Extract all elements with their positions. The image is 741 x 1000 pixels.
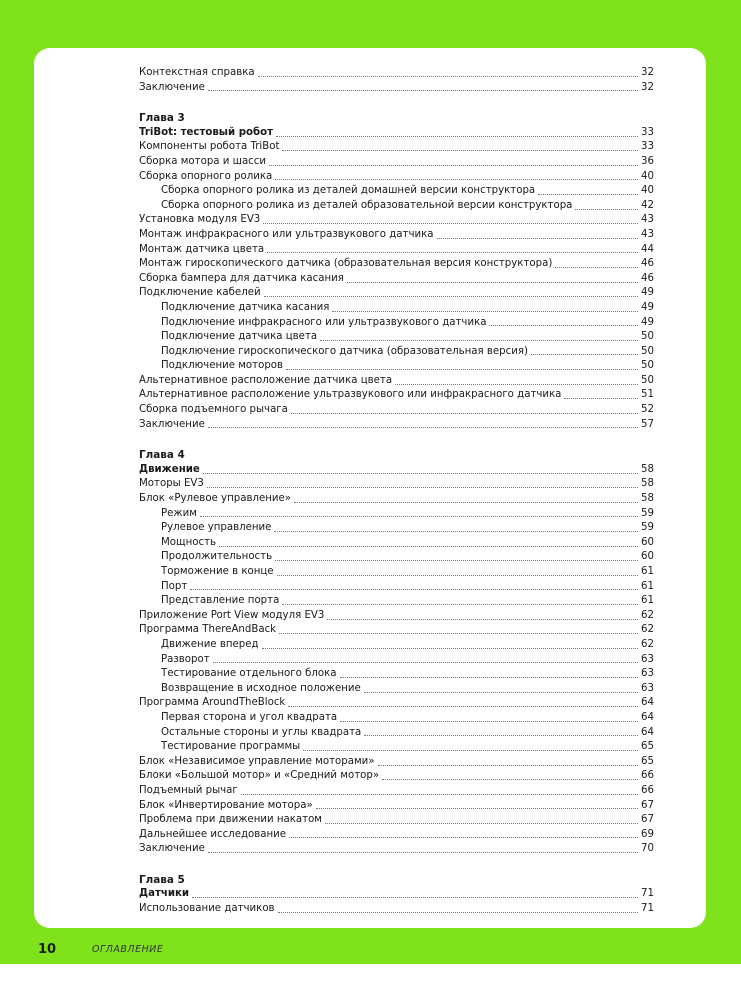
dot-leader	[263, 223, 638, 224]
toc-subentry[interactable]	[139, 580, 654, 595]
toc-page-number: 49	[641, 316, 654, 328]
toc-entry[interactable]	[139, 623, 654, 638]
toc-entry-title: Сборка бампера для датчика касания	[139, 272, 344, 284]
toc-entry[interactable]	[139, 799, 654, 814]
toc-entry-title: Сборка опорного ролика из деталей образовательной версии конструктора	[161, 199, 573, 211]
dot-leader	[208, 427, 638, 428]
toc-subentry[interactable]	[139, 330, 654, 345]
toc-subentry[interactable]	[139, 638, 654, 653]
toc-page-number: 65	[641, 741, 654, 753]
toc-page-number: 50	[641, 345, 654, 357]
toc-entry[interactable]	[139, 140, 654, 155]
dot-leader	[269, 165, 638, 166]
toc-entry-title: Блок «Инвертирование мотора»	[139, 799, 313, 811]
toc-entry-title: Возвращение в исходное положение	[161, 682, 361, 694]
toc-page-number: 44	[641, 243, 654, 255]
dot-leader	[264, 296, 638, 297]
toc-entry-title: Рулевое управление	[161, 522, 272, 534]
toc-page-number: 61	[641, 595, 654, 607]
toc-entry-title: Проблема при движении накатом	[139, 814, 322, 826]
toc-entry[interactable]	[139, 418, 654, 433]
toc-entry[interactable]	[139, 609, 654, 624]
toc-page-number: 46	[641, 258, 654, 270]
dot-leader	[395, 384, 638, 385]
dot-leader	[277, 575, 638, 576]
toc-entry[interactable]	[139, 842, 654, 857]
toc-entry-title: Альтернативное расположение датчика цвета	[139, 374, 393, 386]
toc-entry-title: Разворот	[161, 653, 210, 665]
chapter-title-entry[interactable]	[139, 463, 654, 478]
toc-entry-title: Подключение инфракрасного или ультразвукового датчика	[161, 316, 487, 328]
toc-entry-title: Первая сторона и угол квадрата	[161, 711, 338, 723]
toc-subentry[interactable]	[139, 550, 654, 565]
toc-entry-title: Движение вперед	[161, 638, 259, 650]
toc-entry-title: Блок «Рулевое управление»	[139, 493, 292, 505]
toc-entry-title: Представление порта	[161, 595, 280, 607]
toc-page-number: 59	[641, 507, 654, 519]
dot-leader	[340, 721, 638, 722]
dot-leader	[219, 546, 638, 547]
dot-leader	[200, 516, 638, 517]
toc-page-number: 66	[641, 770, 654, 782]
toc-page-number: 52	[641, 404, 654, 416]
dot-leader	[531, 354, 638, 355]
toc-entry-title: Программа AroundTheBlock	[139, 697, 286, 709]
toc-page-number: 63	[641, 682, 654, 694]
dot-leader	[538, 194, 638, 195]
toc-subentry[interactable]	[139, 536, 654, 551]
dot-leader	[278, 912, 638, 913]
toc-page-number: 71	[641, 888, 654, 900]
toc-page-number: 33	[641, 126, 654, 138]
dot-leader	[437, 238, 639, 239]
toc-page-number: 62	[641, 638, 654, 650]
dot-leader	[207, 487, 638, 488]
toc-entry-title: Торможение в конце	[161, 566, 274, 577]
toc-entry-title: Заключение	[139, 418, 205, 430]
toc-page-number: 43	[641, 228, 654, 240]
toc-entry-title: Сборка опорного ролика	[139, 170, 273, 182]
toc-entry-title: Использование датчиков	[139, 903, 275, 915]
toc-entry-title: TriBot: тестовый робот	[139, 126, 274, 138]
toc-entry[interactable]	[139, 81, 654, 96]
toc-page-number: 69	[641, 828, 654, 840]
chapter-label: Глава 5	[139, 873, 185, 886]
toc-subentry[interactable]	[139, 521, 654, 536]
toc-page-number: 64	[641, 711, 654, 723]
toc-subentry[interactable]	[139, 184, 654, 199]
dot-leader	[262, 648, 639, 649]
dot-leader	[316, 808, 638, 809]
toc-page-number: 67	[641, 814, 654, 826]
toc-page-number: 58	[641, 493, 654, 505]
toc-entry-title: Монтаж инфракрасного или ультразвукового датчика	[139, 228, 434, 240]
toc-entry-title: Заключение	[139, 81, 205, 93]
chapter-title-entry[interactable]	[139, 887, 654, 902]
toc-page-number: 49	[641, 287, 654, 299]
dot-leader	[294, 502, 638, 503]
toc-entry-title: Альтернативное расположение ультразвукового или инфракрасного датчика	[139, 389, 562, 401]
toc-entry[interactable]	[139, 257, 654, 272]
toc-page-number: 58	[641, 463, 654, 475]
dot-leader	[564, 398, 638, 399]
toc-page-number: 50	[641, 360, 654, 372]
toc-page-number: 67	[641, 799, 654, 811]
dot-leader	[575, 209, 638, 210]
toc-subentry[interactable]	[139, 316, 654, 331]
dot-leader	[267, 252, 638, 253]
toc-entry-title: Продолжительность	[161, 551, 273, 563]
toc-entry-title: Сборка мотора и шасси	[139, 155, 267, 167]
toc-subentry[interactable]	[139, 359, 654, 374]
dot-leader	[303, 750, 638, 751]
toc-subentry[interactable]	[139, 740, 654, 755]
dot-leader	[288, 706, 638, 707]
toc-entry-title: Дальнейшее исследование	[139, 828, 287, 840]
dot-leader	[203, 473, 638, 474]
chapter-spacer	[139, 95, 654, 111]
dot-leader	[325, 823, 638, 824]
toc-entry-title: Программа ThereAndBack	[139, 624, 277, 636]
dot-leader	[241, 794, 638, 795]
dot-leader	[289, 837, 638, 838]
toc-page-number: 71	[641, 903, 654, 915]
toc-entry-title: Тестирование отдельного блока	[161, 668, 337, 680]
dot-leader	[364, 735, 638, 736]
toc-entry[interactable]	[139, 243, 654, 258]
toc-subentry[interactable]	[139, 507, 654, 522]
dot-leader	[190, 589, 638, 590]
toc-entry-title: Подключение датчика касания	[161, 301, 330, 313]
toc-entry[interactable]	[139, 286, 654, 301]
toc-entry[interactable]	[139, 213, 654, 228]
toc-entry-title: Режим	[161, 507, 197, 519]
toc-entry[interactable]	[139, 755, 654, 770]
toc-page-number: 64	[641, 726, 654, 738]
dot-leader	[489, 325, 638, 326]
toc-page-number: 50	[641, 374, 654, 386]
dot-leader	[332, 311, 638, 312]
dot-leader	[208, 852, 638, 853]
toc-page-number: 60	[641, 536, 654, 548]
toc-entry-title: Сборка подъемного рычага	[139, 404, 288, 416]
dot-leader	[282, 604, 638, 605]
dot-leader	[279, 633, 638, 634]
toc-entry-title: Контекстная справка	[139, 67, 255, 78]
table-of-contents	[139, 66, 654, 917]
toc-subentry[interactable]	[139, 653, 654, 668]
dot-leader	[382, 779, 638, 780]
toc-entry-title: Датчики	[139, 888, 190, 900]
dot-leader	[286, 369, 638, 370]
toc-entry-title: Подъемный рычаг	[139, 784, 238, 796]
toc-entry-title: Остальные стороны и углы квадрата	[161, 726, 362, 738]
dot-leader	[213, 662, 638, 663]
toc-page-number: 61	[641, 580, 654, 592]
toc-entry[interactable]	[139, 902, 654, 917]
toc-entry[interactable]	[139, 374, 654, 389]
toc-page-number: 63	[641, 653, 654, 665]
dot-leader	[282, 150, 638, 151]
toc-entry[interactable]	[139, 403, 654, 418]
page-number: 10	[38, 942, 57, 957]
dot-leader	[340, 677, 639, 678]
toc-entry[interactable]	[139, 66, 654, 81]
toc-page-number: 40	[641, 185, 654, 197]
toc-entry-title: Подключение датчика цвета	[161, 331, 318, 343]
toc-entry[interactable]	[139, 813, 654, 828]
dot-leader	[208, 90, 638, 91]
toc-entry-title: Подключение гироскопического датчика (образовательная версия)	[161, 345, 528, 357]
toc-entry-title: Приложение Port View модуля EV3	[139, 609, 325, 621]
toc-entry[interactable]	[139, 828, 654, 843]
chapter-title-entry[interactable]	[139, 126, 654, 141]
toc-page-number: 65	[641, 755, 654, 767]
toc-subentry[interactable]	[139, 301, 654, 316]
toc-page-number: 64	[641, 697, 654, 709]
toc-page-number: 32	[641, 81, 654, 93]
toc-page-number: 43	[641, 214, 654, 226]
dot-leader	[291, 413, 638, 414]
toc-entry-title: Сборка опорного ролика из деталей домашней версии конструктора	[161, 185, 536, 197]
dot-leader	[274, 531, 638, 532]
toc-page-number: 32	[641, 67, 654, 78]
toc-entry-title: Моторы EV3	[139, 478, 204, 490]
dot-leader	[276, 136, 638, 137]
toc-subentry[interactable]	[139, 667, 654, 682]
chapter-label: Глава 3	[139, 112, 185, 125]
toc-entry-title: Порт	[161, 580, 188, 592]
toc-entry[interactable]	[139, 477, 654, 492]
toc-entry[interactable]	[139, 388, 654, 403]
toc-entry-title: Блок «Независимое управление моторами»	[139, 755, 375, 767]
toc-entry[interactable]	[139, 696, 654, 711]
toc-entry-title: Подключение моторов	[161, 360, 284, 372]
toc-entry[interactable]	[139, 228, 654, 243]
dot-leader	[327, 619, 638, 620]
dot-leader	[364, 692, 638, 693]
toc-entry-title: Мощность	[161, 536, 217, 548]
toc-entry-title: Монтаж гироскопического датчика (образовательная версия конструктора)	[139, 258, 553, 270]
toc-entry-title: Компоненты робота TriBot	[139, 141, 280, 153]
dot-leader	[320, 340, 638, 341]
toc-page-number: 66	[641, 784, 654, 796]
dot-leader	[258, 76, 638, 77]
dot-leader	[378, 765, 639, 766]
toc-entry-title: Установка модуля EV3	[139, 214, 261, 226]
toc-subentry[interactable]	[139, 565, 654, 580]
toc-subentry[interactable]	[139, 199, 654, 214]
toc-page-number: 70	[641, 843, 654, 855]
toc-entry-title: Подключение кабелей	[139, 287, 261, 299]
dot-leader	[275, 179, 638, 180]
toc-entry-title: Заключение	[139, 843, 205, 855]
toc-subentry[interactable]	[139, 345, 654, 360]
toc-page-number: 50	[641, 331, 654, 343]
toc-page-number: 36	[641, 155, 654, 167]
dot-leader	[192, 897, 638, 898]
toc-entry[interactable]	[139, 769, 654, 784]
toc-page-number: 42	[641, 199, 654, 211]
toc-entry-title: Движение	[139, 463, 200, 475]
toc-entry[interactable]	[139, 170, 654, 185]
toc-page-number: 33	[641, 141, 654, 153]
toc-subentry[interactable]	[139, 594, 654, 609]
toc-page-number: 57	[641, 418, 654, 430]
toc-entry-title: Блоки «Большой мотор» и «Средний мотор»	[139, 770, 380, 782]
chapter-label: Глава 4	[139, 449, 185, 462]
toc-page-number: 59	[641, 522, 654, 534]
toc-page-number: 62	[641, 609, 654, 621]
toc-page-number: 40	[641, 170, 654, 182]
toc-subentry[interactable]	[139, 711, 654, 726]
toc-page-number: 51	[641, 389, 654, 401]
chapter-spacer	[139, 857, 654, 873]
toc-page-number: 49	[641, 301, 654, 313]
section-label: ОГЛАВЛЕНИЕ	[92, 944, 164, 955]
toc-entry[interactable]	[139, 272, 654, 287]
dot-leader	[555, 267, 638, 268]
toc-page-number: 63	[641, 668, 654, 680]
toc-subentry[interactable]	[139, 682, 654, 697]
chapter-spacer	[139, 432, 654, 448]
toc-page-number: 58	[641, 478, 654, 490]
toc-page-number: 62	[641, 624, 654, 636]
toc-page-number: 60	[641, 551, 654, 563]
toc-entry-title: Тестирование программы	[161, 741, 301, 753]
toc-entry-title: Монтаж датчика цвета	[139, 243, 265, 255]
toc-page-number: 46	[641, 272, 654, 284]
dot-leader	[347, 282, 638, 283]
toc-subentry[interactable]	[139, 726, 654, 741]
toc-page-number: 61	[641, 566, 654, 577]
toc-entry[interactable]	[139, 155, 654, 170]
dot-leader	[275, 560, 638, 561]
toc-entry[interactable]	[139, 784, 654, 799]
toc-entry[interactable]	[139, 492, 654, 507]
